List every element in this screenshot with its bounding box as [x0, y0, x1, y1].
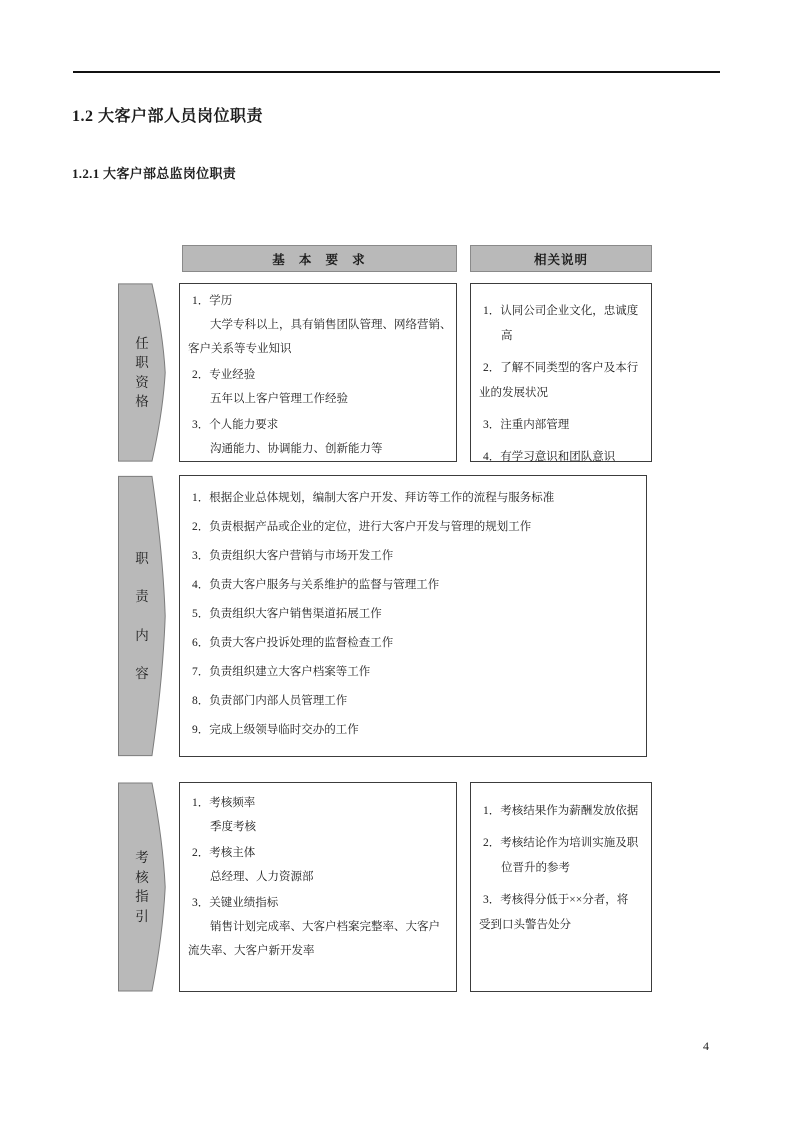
- banner-char: 考: [135, 850, 149, 865]
- text-line: 2．考核结论作为培训实施及职: [483, 837, 639, 849]
- text-line: 3．个人能力要求: [192, 419, 279, 431]
- banner-responsibilities: [118, 475, 166, 757]
- qualifications-notes-box: [470, 283, 652, 462]
- banner-char: 任: [135, 335, 149, 351]
- banner-char: 格: [135, 394, 149, 409]
- text-line: 4．有学习意识和团队意识: [483, 451, 616, 462]
- banner-label-responsibilities: [118, 475, 166, 757]
- text-line: 1．认同公司企业文化，忠诚度: [483, 305, 639, 317]
- text-line: 7．负责组织建立大客户档案等工作: [192, 666, 371, 678]
- text-line: 沟通能力、协调能力、创新能力等: [210, 443, 383, 455]
- qualifications-requirements-box: [179, 283, 457, 462]
- text-line: 1．考核频率: [192, 797, 256, 809]
- banner-char: 容: [135, 666, 149, 681]
- header-rule: [73, 71, 720, 73]
- text-line: 3．考核得分低于××分者，将: [483, 894, 629, 906]
- text-line: 9．完成上级领导临时交办的工作: [192, 724, 359, 736]
- text-line: 总经理、人力资源部: [210, 871, 314, 883]
- page-number: 4: [703, 1039, 709, 1053]
- text-line: 1．考核结果作为薪酬发放依据: [483, 805, 639, 817]
- text-line: 8．负责部门内部人员管理工作: [192, 695, 348, 707]
- text-line: 受到口头警告处分: [479, 919, 571, 931]
- text-line: 3．关键业绩指标: [192, 897, 279, 909]
- banner-qualifications: [118, 283, 166, 462]
- assessment-notes-box: [470, 782, 652, 992]
- banner-char: 核: [135, 869, 149, 885]
- text-line: 客户关系等专业知识: [188, 343, 292, 355]
- text-line: 2．了解不同类型的客户及本行: [483, 362, 639, 374]
- section-heading: 1.2 大客户部人员岗位职责: [72, 108, 264, 125]
- banner-char: 内: [135, 627, 149, 643]
- column-header-basic-requirements: 基 本 要 求: [182, 245, 457, 272]
- subsection-heading: 1.2.1 大客户部总监岗位职责: [72, 166, 237, 181]
- banner-char: 引: [135, 908, 149, 924]
- banner-char: 职: [135, 355, 149, 370]
- text-line: 5．负责组织大客户销售渠道拓展工作: [192, 608, 382, 620]
- assessment-guidelines-box: [179, 782, 457, 992]
- banner-char: 责: [135, 589, 149, 604]
- text-line: 流失率、大客户新开发率: [188, 945, 315, 957]
- text-line: 1．根据企业总体规划，编制大客户开发、拜访等工作的流程与服务标准: [192, 492, 555, 504]
- text-line: 2．专业经验: [192, 369, 256, 381]
- text-line: 销售计划完成率、大客户档案完整率、大客户: [210, 921, 440, 933]
- banner-assessment: [118, 782, 166, 992]
- text-line: 季度考核: [210, 821, 256, 833]
- text-line: 3．注重内部管理: [483, 419, 570, 431]
- banner-char: 资: [135, 374, 149, 390]
- text-line: 五年以上客户管理工作经验: [210, 393, 348, 405]
- text-line: 大学专科以上，具有销售团队管理、网络营销、: [210, 319, 452, 331]
- banner-label-qualifications: [118, 283, 166, 462]
- banner-label-assessment: [118, 782, 166, 992]
- column-header-related-notes: 相关说明: [470, 245, 652, 272]
- text-line: 2．考核主体: [192, 847, 256, 859]
- text-line: 4．负责大客户服务与关系维护的监督与管理工作: [192, 579, 440, 591]
- text-line: 高: [501, 330, 513, 342]
- banner-char: 指: [135, 889, 149, 904]
- text-line: 3．负责组织大客户营销与市场开发工作: [192, 550, 394, 562]
- responsibilities-box: [179, 475, 647, 757]
- banner-char: 职: [135, 550, 149, 566]
- text-line: 6．负责大客户投诉处理的监督检查工作: [192, 637, 394, 649]
- text-line: 1．学历: [192, 295, 233, 307]
- text-line: 业的发展状况: [479, 387, 548, 399]
- text-line: 位晋升的参考: [501, 862, 570, 874]
- text-line: 2．负责根据产品或企业的定位，进行大客户开发与管理的规划工作: [192, 521, 532, 533]
